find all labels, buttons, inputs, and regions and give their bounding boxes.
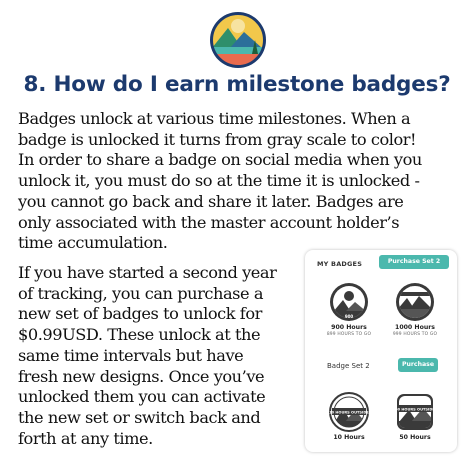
paragraph-line: badge is unlocked it turns from gray scale to color! xyxy=(18,129,417,149)
badge-emblem-text: 50 HOURS OUTSIDE xyxy=(395,407,435,412)
landscape-badge-icon xyxy=(395,392,435,432)
badge-900-hours[interactable] xyxy=(319,282,379,337)
my-badges-title: MY BADGES xyxy=(317,260,363,268)
landscape-badge-icon xyxy=(329,392,369,432)
badge-name: 1000 Hours xyxy=(395,324,435,331)
paragraph-line: new set of badges to unlock for xyxy=(18,304,262,324)
paragraph-line: time accumulation. xyxy=(18,233,168,253)
badge-name: 50 Hours xyxy=(399,434,431,441)
paragraph-line: In order to share a badge on social media when you xyxy=(18,150,422,170)
badge-remaining: 999 HOURS TO GO xyxy=(392,332,438,337)
paragraph-line: fresh new designs. Once you’ve xyxy=(18,366,265,386)
answer-paragraph-1 xyxy=(18,109,470,254)
badge-50-hours[interactable] xyxy=(385,392,445,441)
purchase-set-2-button[interactable]: Purchase Set 2 xyxy=(379,255,449,269)
paragraph-line: unlock it, you must do so at the time it is unlocked - xyxy=(18,171,420,191)
purchase-button[interactable]: Purchase xyxy=(398,358,438,372)
paragraph-line: $0.99USD. These unlock at the xyxy=(18,325,261,345)
badge-emblem-text: 900 xyxy=(344,314,354,319)
badge-emblem-text: 1000 xyxy=(409,286,421,291)
faq-heading: 8. How do I earn milestone badges? xyxy=(23,72,451,97)
my-badges-panel xyxy=(305,250,457,452)
landscape-badge-icon xyxy=(329,282,369,322)
paragraph-line: the new set or switch back and xyxy=(18,407,261,427)
paragraph-line: of tracking, you can purchase a xyxy=(18,283,264,303)
paragraph-line: same time intervals but have xyxy=(18,345,244,365)
badge-name: 10 Hours xyxy=(333,434,365,441)
paragraph-line: only associated with the master account holder’s xyxy=(18,212,400,232)
badge-name: 900 Hours xyxy=(331,324,367,331)
paragraph-line: you cannot go back and share it later. Badges are xyxy=(18,191,404,211)
badge-remaining: 899 HOURS TO GO xyxy=(326,332,372,337)
paragraph-line: forth at any time. xyxy=(18,428,153,448)
paragraph-line: unlocked them you can activate xyxy=(18,387,266,407)
app-logo-icon xyxy=(208,10,268,70)
badge-10-hours[interactable] xyxy=(319,392,379,441)
paragraph-line: Badges unlock at various time milestones. When a xyxy=(18,109,411,128)
badge-1000-hours[interactable] xyxy=(385,282,445,337)
paragraph-line: If you have started a second year xyxy=(18,263,277,282)
landscape-badge-icon xyxy=(395,282,435,322)
answer-paragraph-2 xyxy=(18,263,318,449)
badge-emblem-text: 10 HOURS OUTSIDE xyxy=(329,410,369,415)
badge-set-2-title: Badge Set 2 xyxy=(327,362,370,370)
